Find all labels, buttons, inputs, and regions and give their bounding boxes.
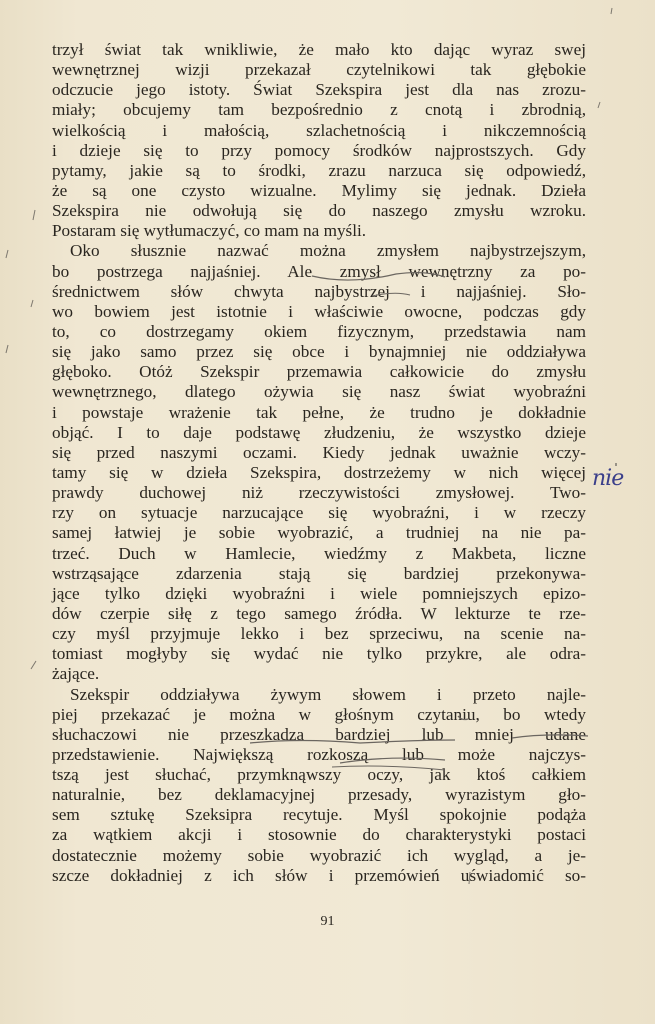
text-line: rzy on sytuacje narzucające się wyobraźni, i w rzeczy [52, 503, 586, 523]
text-line: samej łatwiej je sobie wyobrazić, a trudniej na nie pa- [52, 523, 586, 543]
text-line: za wątkiem akcji i stosownie do charakterystyki postaci [52, 825, 586, 845]
margin-tick [6, 345, 8, 353]
text-line: Postaram się wytłumaczyć, co mam na myśli. [52, 221, 367, 241]
text-line: piej przekazać je można w głośnym czytaniu, bo wtedy [52, 704, 586, 724]
text-line: wielkością i małością, szlachetnością i nikczemnością [52, 120, 586, 140]
text-line: to, co dostrzegamy okiem fizycznym, przedstawia nam [52, 321, 586, 341]
body-text [52, 40, 586, 886]
text-line: wo bowiem jest istotnie i właściwie owocne, podczas gdy [52, 301, 586, 321]
text-line: naturalnie, bez deklamacyjnej przesady, wyrazistym gło- [52, 785, 586, 805]
margin-tick [33, 210, 35, 220]
text-line: jące tylko dzięki wyobraźni i wiele pomniejszych epizo- [52, 583, 586, 603]
text-line: przedstawienie. Największą rozkoszą lub może najczys- [52, 744, 586, 764]
text-line: i dzieje się to przy pomocy środków najprostszych. Gdy [52, 140, 586, 160]
text-line: odczucie jego istoty. Świat Szekspira jest dla nas zrozu- [52, 80, 586, 100]
text-line: trzeć. Duch w Hamlecie, wiedźmy z Makbeta, liczne [52, 543, 586, 563]
text-line: Szekspira nie odwołują się do naszego zmysłu wzroku. [52, 201, 586, 221]
text-line: sem sztukę Szeksipra recytuje. Myśl spokojnie podąża [52, 805, 586, 825]
text-line: dostatecznie możemy sobie wyobrazić ich wygląd, a je- [52, 845, 586, 865]
text-line: głęboko. Otóż Szekspir przemawia całkowicie do zmysłu [52, 362, 586, 382]
text-line: średnictwem słów chwyta najbystrzej i najjaśniej. Sło- [52, 281, 586, 301]
text-line: bo postrzega najjaśniej. Ale zmysł wewnętrzny za po- [52, 261, 586, 281]
text-line: szcze dokładniej z ich słów i przemówień uświadomić so- [52, 865, 586, 885]
text-line: że są one czysto wizualne. Mylimy się jednak. Dzieła [52, 180, 586, 200]
text-line: prawdy duchowej niż rzeczywistości zmysłowej. Two- [52, 483, 586, 503]
text-line: tamy się w dzieła Szekspira, dostrzeżemy w nich więcej [52, 462, 586, 482]
margin-tick [31, 661, 36, 669]
text-line: i powstaje wrażenie tak pełne, że trudno je dokładnie [52, 402, 586, 422]
margin-handwritten-note: nie [592, 466, 624, 491]
text-line: trzył świat tak wnikliwie, że mało kto dając wyraz swej [52, 40, 586, 59]
text-line: się jako samo przez się obce i bynajmniej nie oddziaływa [52, 342, 586, 362]
margin-tick [31, 300, 33, 307]
text-line: czy myśl przyjmuje lekko i bez sprzeciwu, na scenie na- [52, 624, 586, 644]
text-line: słuchaczowi nie przeszkadza bardziej lub mniej udane [52, 724, 586, 744]
text-line: Szekspir oddziaływa żywym słowem i przeto najle- [70, 684, 586, 704]
text-line: wstrząsające zdarzenia stają się bardziej przekonywa- [52, 563, 586, 583]
margin-tick [6, 250, 8, 258]
text-line: miały; obcujemy tam bezpośrednio z cnotą i zbrodnią, [52, 100, 586, 120]
text-line: objąć. I to daje podstawę złudzeniu, że wszystko dzieje [52, 422, 586, 442]
margin-tick [598, 102, 600, 108]
text-line: wewnętrznego, dlatego ożywia się nasz świat wyobraźni [52, 382, 586, 402]
text-line: tomiast mogłyby się wydać nie tylko przykre, ale odra- [52, 644, 586, 664]
margin-tick [611, 8, 612, 14]
text-line: tszą jest słuchać, przymknąwszy oczy, jak ktoś całkiem [52, 765, 586, 785]
text-line: Oko słusznie nazwać można zmysłem najbystrzejszym, [70, 241, 586, 261]
text-line: dów czerpie siłę z tego samego źródła. W lekturze te rze- [52, 603, 586, 623]
text-line: wewnętrznej wizji przekazał czytelnikowi tak głębokie [52, 60, 586, 80]
text-line: żające. [52, 664, 100, 684]
page-number: 91 [320, 914, 335, 929]
text-line: się przed naszymi oczami. Kiedy jednak uważnie wczy- [52, 442, 586, 462]
text-line: pytamy, jakie są to środki, zrazu narzuca się odpowiedź, [52, 160, 586, 180]
